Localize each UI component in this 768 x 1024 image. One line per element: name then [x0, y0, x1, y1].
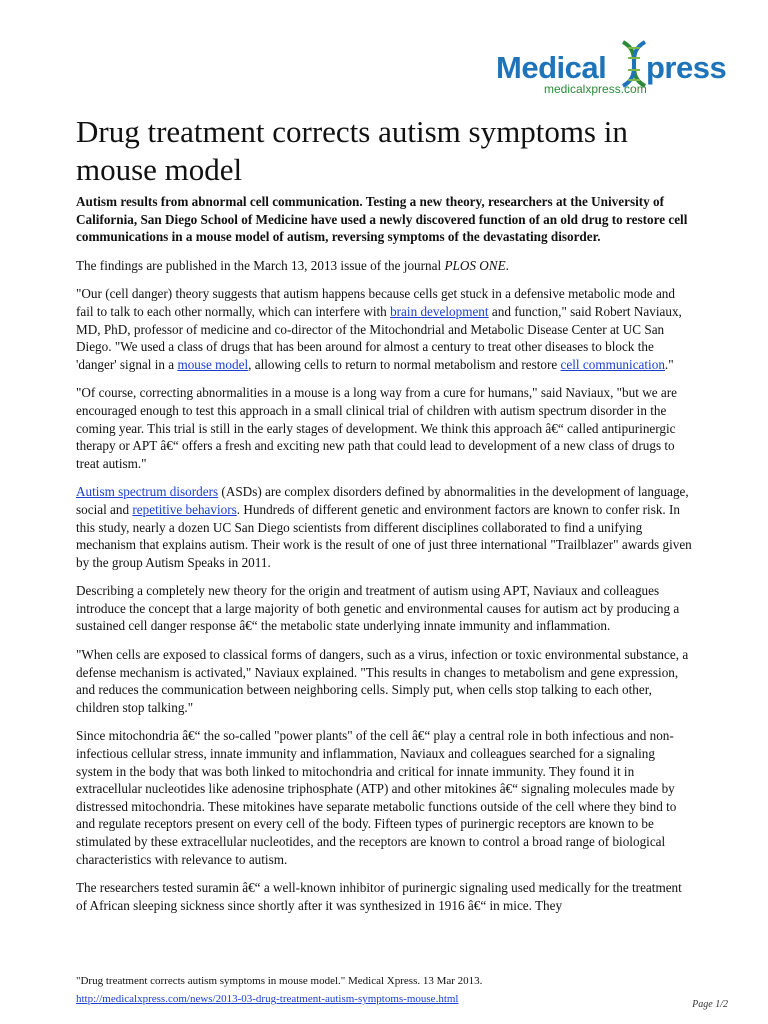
- paragraph-text: , allowing cells to return to normal metabolism and restore: [248, 356, 561, 372]
- paragraph-quote-danger: "When cells are exposed to classical forms of dangers, such as a virus, infection or toxic environmental substance, a defense mechanism is activated," Naviaux explained. "This results in changes to metabolism and gene expression, and reduces the communication between neighboring cells. Simply put, when cells stop talking to each other, children stop talking.": [76, 647, 689, 715]
- logo-word-press: press: [646, 50, 727, 85]
- link-mouse-model[interactable]: mouse model: [177, 356, 249, 372]
- journal-name: PLOS ONE: [444, 257, 506, 273]
- paragraph-text: The findings are published in the March 13, 2013 issue of the journal: [76, 257, 445, 273]
- paragraph-text: . Hundreds of different genetic and environment factors are known to confer risk. In this study, nearly a dozen UC San Diego scientists from different disciplines collaborated to find a unifying mechanism that explains autism. Their work is the result of one of just three international "Trailblazer" awards given by the group Autism Speaks in 2011.: [76, 501, 692, 570]
- link-repetitive-behaviors[interactable]: repetitive behaviors: [132, 501, 237, 517]
- paragraph-clinical-trial: "Of course, correcting abnormalities in a mouse is a long way from a cure for humans," said Naviaux, "but we are encouraged enough to test this approach in a small clinical trial of children with autism spectrum disorder in the coming year. This trial is still in the early stages of development. We think this approach â€“ called antipurinergic therapy or APT â€“ offers a fresh and exciting new path that could lead to development of a new class of drugs to treat autism.": [76, 385, 677, 471]
- article-title: Drug treatment corrects autism symptoms in mouse model: [76, 114, 628, 187]
- paragraph-suramin: The researchers tested suramin â€“ a well-known inhibitor of purinergic signaling used medically for the treatment of African sleeping sickness since shortly after it was synthesized in 1916 â€“ in mice. They: [76, 880, 682, 913]
- paragraph-asd: [76, 483, 694, 571]
- dna-helix-icon: [619, 40, 649, 88]
- paragraph-text: .": [664, 356, 674, 372]
- link-cell-communication[interactable]: cell communication: [560, 356, 665, 372]
- paragraph-publication: [76, 257, 694, 275]
- article-lead: Autism results from abnormal cell communication. Testing a new theory, researchers at the University of California, San Diego School of Medicine have used a newly discovered function of an old drug to restore cell communications in a mouse model of autism, reversing symptoms of the devastating disorder.: [76, 194, 688, 245]
- paragraph-text: .: [505, 257, 509, 273]
- paragraph-mitochondria: Since mitochondria â€“ the so-called "power plants" of the cell â€“ play a central role in both infectious and non-infectious cellular stress, innate immunity and inflammation, Naviaux and colleagues searched for a signaling system in the body that was both linked to mitochondria and critical for innate immunity. They found it in extracellular nucleotides like adenosine triphosphate (ATP) and other mitokines â€“ signaling molecules made by distressed mitochondria. These mitokines have separate metabolic functions outside of the cell where they bind to and regulate receptors present on every cell of the body. Fifteen types of purinergic receptors are known to be stimulated by these extracellular nucleotides, and the receptors are known to control a broad range of biological characteristics with relevance to autism.: [76, 728, 677, 867]
- paragraph-quote-theory: [76, 285, 694, 373]
- paragraph-text: and function," said Robert Naviaux, MD, PhD, professor of medicine and co-director of the Mitochondrial and Metabolic Disease Center at UC San Diego. "We used a class of drugs that has been around for almost a century to treat other diseases to block the 'danger' signal in a: [76, 303, 682, 372]
- paragraph-text: "Our (cell danger) theory suggests that autism happens because cells get stuck in a defensive metabolic mode and fail to talk to each other normally, which can interfere with: [76, 286, 675, 319]
- medicalxpress-logo: [496, 44, 736, 100]
- link-autism-spectrum-disorders[interactable]: Autism spectrum disorders: [76, 484, 219, 500]
- paragraph-theory: Describing a completely new theory for the origin and treatment of autism using APT, Naviaux and colleagues introduce the concept that a large majority of both genetic and environmental causes for autism act by producing a sustained cell danger response â€“ the metabolic state underlying innate immunity and inflammation.: [76, 583, 680, 634]
- logo-domain: medicalxpress.com: [544, 82, 647, 96]
- logo-word-medical: Medical: [496, 50, 607, 85]
- footer-citation: "Drug treatment corrects autism symptoms in mouse model." Medical Xpress. 13 Mar 2013.: [76, 975, 483, 987]
- paragraph-text: (ASDs) are complex disorders defined by abnormalities in the development of language, social and: [76, 484, 689, 517]
- article-body: [76, 193, 694, 925]
- link-brain-development[interactable]: brain development: [390, 303, 489, 319]
- page-number: Page 1/2: [692, 999, 728, 1010]
- footer-source-link[interactable]: http://medicalxpress.com/news/2013-03-drug-treatment-autism-symptoms-mouse.html: [76, 993, 459, 1005]
